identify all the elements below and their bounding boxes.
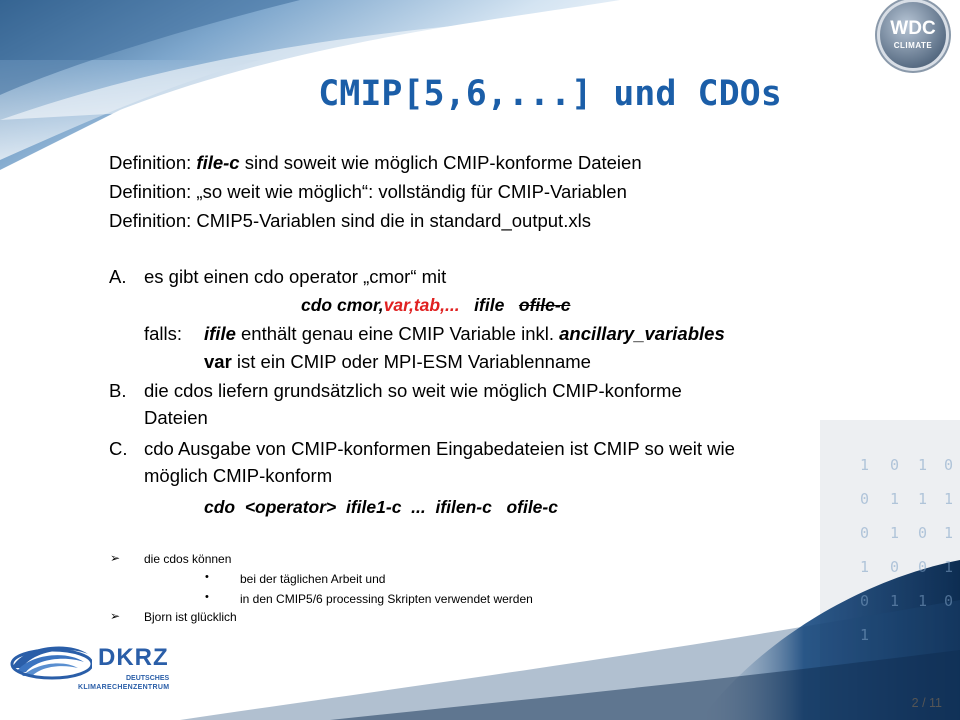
binary-digit: 0: [890, 456, 900, 474]
falls-ancillary: ancillary_variables: [559, 323, 725, 344]
binary-digit: 0: [918, 524, 928, 542]
binary-digit: 0: [860, 592, 870, 610]
note-sub-2: in den CMIP5/6 processing Skripten verwendet werden: [240, 592, 533, 606]
definition-label: Definition:: [109, 152, 192, 173]
binary-digit: 0: [860, 524, 870, 542]
note-arrow-2: Bjorn ist glücklich: [144, 610, 237, 624]
falls-label: falls:: [144, 323, 183, 344]
var-label: var: [204, 351, 232, 372]
binary-digit: 1: [918, 456, 928, 474]
cmd-ofile-struck: ofile-c: [518, 295, 571, 315]
falls-ifile: ifile: [204, 323, 236, 344]
item-a-var-line: [204, 349, 591, 375]
binary-digit: 1: [890, 524, 900, 542]
cmd-cmor: cmor,: [336, 295, 384, 315]
cmd-cdo: cdo: [301, 295, 337, 315]
definition-text: „so weit wie möglich“: vollständig für CMIP-Variablen: [196, 181, 627, 202]
arrow-icon: ➢: [110, 551, 121, 565]
item-c-command: cdo <operator> ifile1-c ... ifilen-c ofile-c: [204, 497, 558, 517]
item-a-falls-line: [144, 321, 725, 347]
item-a-marker: A.: [109, 266, 127, 287]
binary-digit: 1: [918, 592, 928, 610]
var-text: ist ein CMIP oder MPI-ESM Variablenname: [231, 351, 591, 372]
binary-digit: 0: [890, 558, 900, 576]
item-b-line-1: die cdos liefern grundsätzlich so weit wie möglich CMIP-konforme: [144, 380, 682, 401]
dkrz-logo-sub-2: KLIMARECHENZENTRUM: [78, 684, 170, 691]
item-c-line-2: möglich CMIP-konform: [144, 465, 333, 486]
binary-digit: 1: [944, 490, 954, 508]
note-arrow-1: die cdos können: [144, 552, 232, 566]
item-c-line-1: cdo Ausgabe von CMIP-konformen Eingabedateien ist CMIP so weit wie: [144, 438, 735, 459]
definition-line-3: [109, 208, 591, 234]
bullet-icon: •: [205, 591, 209, 603]
definition-text: sind soweit wie möglich CMIP-konforme Dateien: [239, 152, 642, 173]
definition-text: CMIP5-Variablen sind die in standard_output.xls: [196, 210, 591, 231]
binary-digit: 1: [860, 626, 870, 644]
page-number: 2 / 11: [911, 696, 942, 710]
binary-digit: 1: [944, 524, 954, 542]
dkrz-logo-sub-1: DEUTSCHES: [126, 675, 170, 682]
bullet-icon: •: [205, 571, 209, 583]
binary-digit: 0: [918, 558, 928, 576]
binary-digit: 0: [944, 592, 954, 610]
slide-title: CMIP[5,6,...] und CDOs: [318, 74, 782, 114]
item-b-line-2: Dateien: [144, 407, 208, 428]
arrow-icon: ➢: [110, 609, 121, 623]
dkrz-logo: [8, 640, 178, 700]
binary-digit: 0: [860, 490, 870, 508]
wdc-logo-text-top: WDC: [890, 18, 936, 39]
definition-line-2: [109, 179, 627, 205]
definition-label: Definition:: [109, 210, 192, 231]
item-a-text: es gibt einen cdo operator „cmor“ mit: [144, 266, 447, 287]
wdc-climate-logo: [880, 2, 946, 68]
binary-digit: 1: [944, 558, 954, 576]
definition-term: file-c: [196, 152, 240, 173]
falls-text: enthält genau eine CMIP Variable inkl.: [235, 323, 560, 344]
binary-digit: 1: [918, 490, 928, 508]
item-c-marker: C.: [109, 438, 128, 459]
definition-label: Definition:: [109, 181, 192, 202]
binary-digit: 1: [860, 558, 870, 576]
binary-digit: 1: [890, 490, 900, 508]
wdc-logo-text-bottom: CLIMATE: [893, 41, 933, 50]
dkrz-swirl-icon: [8, 640, 92, 684]
binary-digit: 0: [944, 456, 954, 474]
cmd-args: var,tab,...: [383, 295, 460, 315]
binary-digit: 1: [860, 456, 870, 474]
dkrz-logo-text: DKRZ: [98, 644, 169, 671]
binary-digit: 1: [890, 592, 900, 610]
note-sub-1: bei der täglichen Arbeit und: [240, 572, 386, 586]
cmd-ifile: ifile: [459, 295, 519, 315]
item-b-marker: B.: [109, 380, 127, 401]
definition-line-1: [109, 150, 642, 176]
item-a-command: [301, 292, 570, 318]
